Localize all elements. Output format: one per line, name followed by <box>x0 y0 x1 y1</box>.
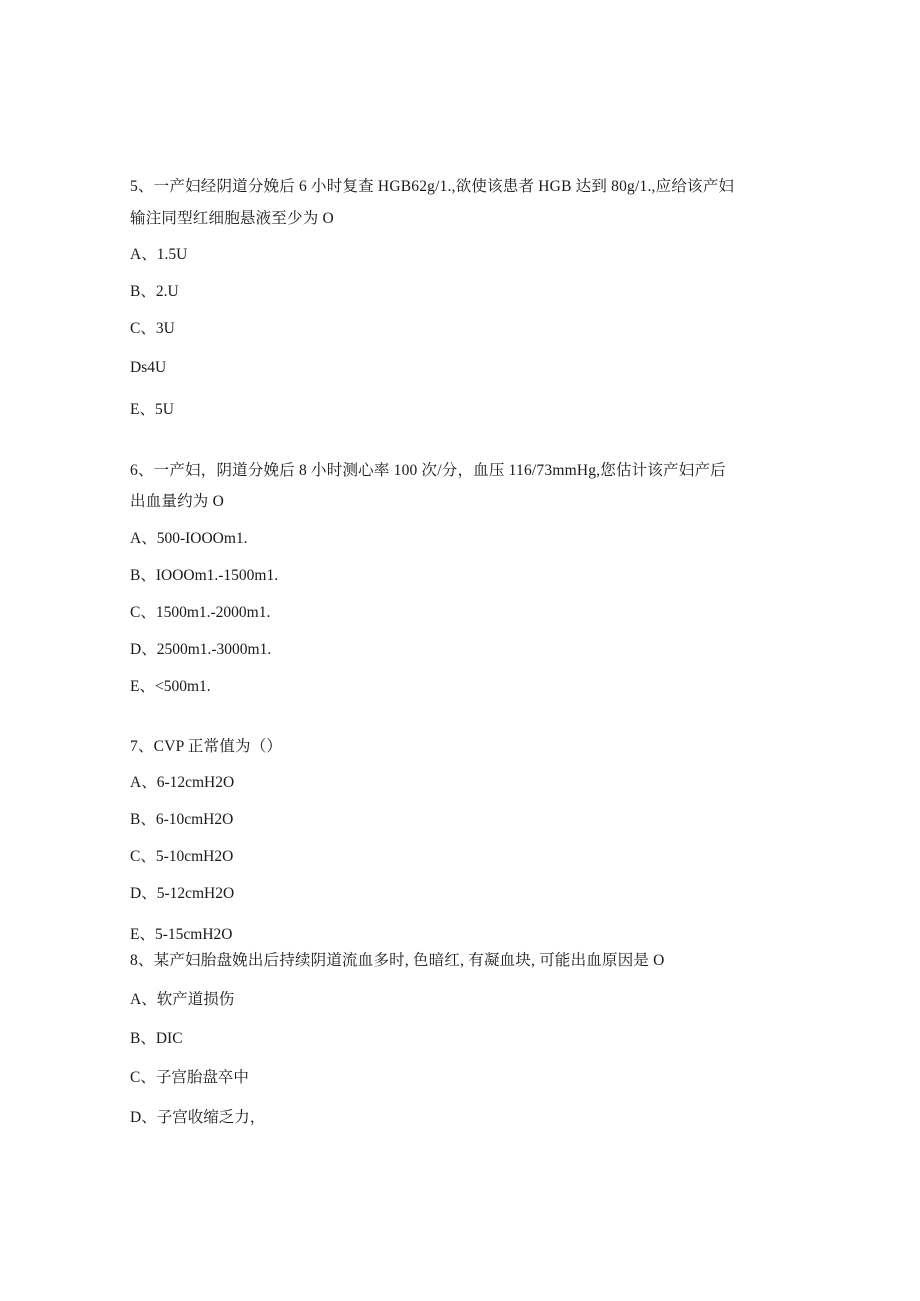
question-7-option-e: E、5-15cmH2O <box>130 926 233 943</box>
question-7-option-b: B、6-10cmH2O <box>130 811 234 828</box>
question-6-option-a: A、500-IOOOm1. <box>130 530 248 547</box>
question-5-stem-line-2: 输注同型红细胞悬液至少为 O <box>130 210 334 227</box>
question-7-stem-line-1: 7、CVP 正常值为（） <box>130 738 283 755</box>
question-6-option-c: C、1500m1.-2000m1. <box>130 604 271 621</box>
question-8-option-a: A、软产道损伤 <box>130 991 235 1008</box>
question-5-option-d: Ds4U <box>130 359 167 376</box>
question-7-option-a: A、6-12cmH2O <box>130 774 235 791</box>
question-6-option-d: D、2500m1.-3000m1. <box>130 641 272 658</box>
question-8-option-d: D、子宫收缩乏力， <box>130 1109 266 1126</box>
question-6-stem-line-2: 出血量约为 O <box>130 493 224 510</box>
question-8-stem-line-1: 8、某产妇胎盘娩出后持续阴道流血多时, 色暗红, 有凝血块, 可能出血原因是 O <box>130 952 665 969</box>
question-7-option-d: D、5-12cmH2O <box>130 885 235 902</box>
question-5-option-a: A、1.5U <box>130 246 188 263</box>
question-6-option-b: B、IOOOm1.-1500m1. <box>130 567 279 584</box>
question-5-option-c: C、3U <box>130 320 175 337</box>
question-5-option-b: B、2.U <box>130 283 179 300</box>
question-6-stem-line-1: 6、一产妇，阴道分娩后 8 小时测心率 100 次/分，血压 116/73mmHg,您估计该产妇产后 <box>130 462 726 479</box>
question-5-option-e: E、5U <box>130 401 174 418</box>
question-6-option-e: E、<500m1. <box>130 678 211 695</box>
question-8-option-c: C、子宫胎盘卒中 <box>130 1069 249 1086</box>
question-7-option-c: C、5-10cmH2O <box>130 848 234 865</box>
question-8-option-b: B、DIC <box>130 1030 183 1047</box>
question-5-stem-line-1: 5、一产妇经阴道分娩后 6 小时复查 HGB62g/1.,欲使该患者 HGB 达到 80g/1.,应给该产妇 <box>130 178 735 195</box>
